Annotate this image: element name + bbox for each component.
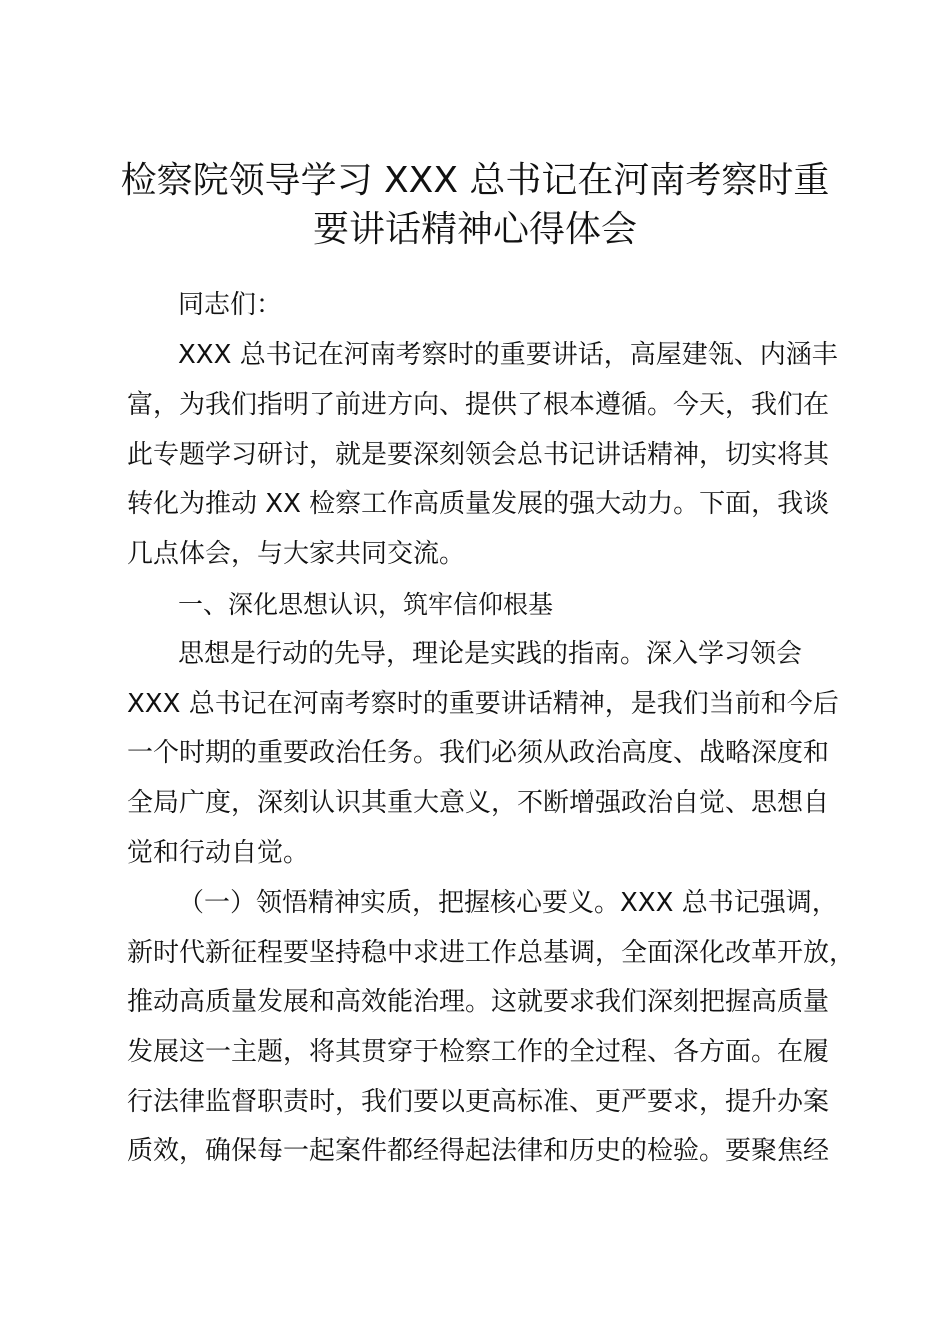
paragraph-line: 新时代新征程要坚持稳中求进工作总基调，全面深化改革开放，	[127, 938, 856, 968]
document-title-line-2: 要讲话精神心得体会	[312, 209, 637, 250]
paragraph-line: XXX 总书记在河南考察时的重要讲话精神，是我们当前和今后	[127, 689, 839, 719]
document-title-line-1: 检察院领导学习 XXX 总书记在河南考察时重	[120, 160, 830, 201]
paragraph-line: 思想是行动的先导，理论是实践的指南。深入学习领会	[178, 639, 803, 669]
paragraph-line: 推动高质量发展和高效能治理。这就要求我们深刻把握高质量	[127, 987, 830, 1017]
paragraph-line: 全局广度，深刻认识其重大意义，不断增强政治自觉、思想自	[127, 788, 830, 818]
paragraph-line: XXX 总书记在河南考察时的重要讲话，高屋建瓴、内涵丰	[178, 340, 838, 370]
subsection-line: （一）领悟精神实质，把握核心要义。XXX 总书记强调，	[178, 888, 838, 918]
section-heading: 一、深化思想认识，筑牢信仰根基	[178, 590, 554, 619]
paragraph-line: 富，为我们指明了前进方向、提供了根本遵循。今天，我们在	[127, 390, 830, 420]
paragraph-line: 转化为推动 XX 检察工作高质量发展的强大动力。下面，我谈	[127, 489, 830, 519]
paragraph-line: 几点体会，与大家共同交流。	[127, 539, 466, 569]
paragraph-line: 质效，确保每一起案件都经得起法律和历史的检验。要聚焦经	[127, 1136, 830, 1166]
paragraph-line: 发展这一主题，将其贯穿于检察工作的全过程、各方面。在履	[127, 1037, 830, 1067]
paragraph-line: 觉和行动自觉。	[127, 838, 310, 868]
paragraph-line: 一个时期的重要政治任务。我们必须从政治高度、战略深度和	[127, 738, 830, 768]
paragraph-line: 行法律监督职责时，我们要以更高标准、更严要求，提升办案	[127, 1087, 830, 1117]
paragraph-line: 此专题学习研讨，就是要深刻领会总书记讲话精神，切实将其	[127, 440, 830, 470]
salutation: 同志们：	[178, 290, 283, 320]
